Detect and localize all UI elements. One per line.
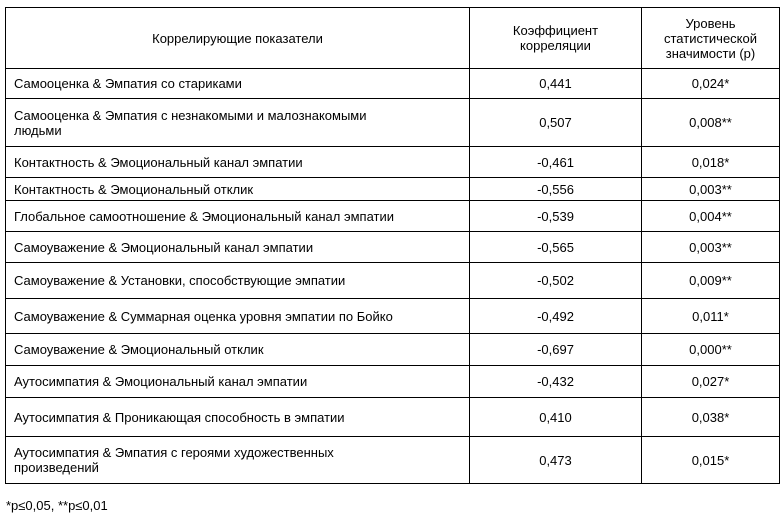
row-coefficient: -0,556 — [470, 178, 642, 201]
row-pair — [6, 99, 470, 147]
row-pair-text: Самооценка & Эмпатия с незнакомыми и малознакомыми людьми — [14, 107, 367, 138]
table-row — [6, 147, 780, 178]
header-significance-text: Уровень статистической значимости (р) — [663, 15, 757, 61]
row-coefficient: -0,697 — [470, 334, 642, 366]
row-pair: Контактность & Эмоциональный отклик — [6, 178, 470, 201]
table-row — [6, 437, 780, 484]
row-pair: Аутосимпатия & Эмоциональный канал эмпатии — [6, 366, 470, 398]
table-row — [6, 299, 780, 334]
table-row — [6, 178, 780, 201]
row-pair: Контактность & Эмоциональный канал эмпатии — [6, 147, 470, 178]
row-pair: Самооценка & Эмпатия со стариками — [6, 69, 470, 99]
table-row — [6, 232, 780, 263]
table-header-row — [6, 8, 780, 69]
header-significance — [642, 8, 780, 69]
header-coefficient — [470, 8, 642, 69]
row-coefficient: -0,461 — [470, 147, 642, 178]
row-coefficient: 0,473 — [470, 437, 642, 484]
row-pair: Аутосимпатия & Проникающая способность в эмпатии — [6, 398, 470, 437]
row-pair: Глобальное самоотношение & Эмоциональный канал эмпатии — [6, 201, 470, 232]
row-coefficient: -0,432 — [470, 366, 642, 398]
table-row — [6, 69, 780, 99]
row-pair: Самоуважение & Эмоциональный канал эмпатии — [6, 232, 470, 263]
row-significance: 0,009** — [642, 263, 780, 299]
row-significance: 0,027* — [642, 366, 780, 398]
header-indicators: Коррелирующие показатели — [6, 8, 470, 69]
row-coefficient: -0,492 — [470, 299, 642, 334]
row-pair: Самоуважение & Суммарная оценка уровня эмпатии по Бойко — [6, 299, 470, 334]
table-row — [6, 334, 780, 366]
table-row — [6, 201, 780, 232]
row-significance: 0,038* — [642, 398, 780, 437]
row-coefficient: -0,565 — [470, 232, 642, 263]
row-coefficient: 0,441 — [470, 69, 642, 99]
row-pair — [6, 437, 470, 484]
header-coefficient-text: Коэффициент корреляции — [512, 23, 599, 53]
row-significance: 0,003** — [642, 232, 780, 263]
row-significance: 0,004** — [642, 201, 780, 232]
row-coefficient: -0,502 — [470, 263, 642, 299]
row-pair-text: Аутосимпатия & Эмпатия с героями художественных произведений — [14, 445, 334, 475]
row-significance: 0,000** — [642, 334, 780, 366]
row-significance: 0,003** — [642, 178, 780, 201]
row-pair: Самоуважение & Эмоциональный отклик — [6, 334, 470, 366]
table-row — [6, 263, 780, 299]
table-row — [6, 398, 780, 437]
row-significance: 0,024* — [642, 69, 780, 99]
row-significance: 0,018* — [642, 147, 780, 178]
row-significance: 0,008** — [642, 99, 780, 147]
row-coefficient: -0,539 — [470, 201, 642, 232]
row-coefficient: 0,507 — [470, 99, 642, 147]
table-row — [6, 366, 780, 398]
row-pair: Самоуважение & Установки, способствующие эмпатии — [6, 263, 470, 299]
row-significance: 0,015* — [642, 437, 780, 484]
row-coefficient: 0,410 — [470, 398, 642, 437]
significance-footnote: *p≤0,05, **p≤0,01 — [6, 498, 108, 513]
row-significance: 0,011* — [642, 299, 780, 334]
correlation-table — [5, 7, 780, 484]
table-row — [6, 99, 780, 147]
